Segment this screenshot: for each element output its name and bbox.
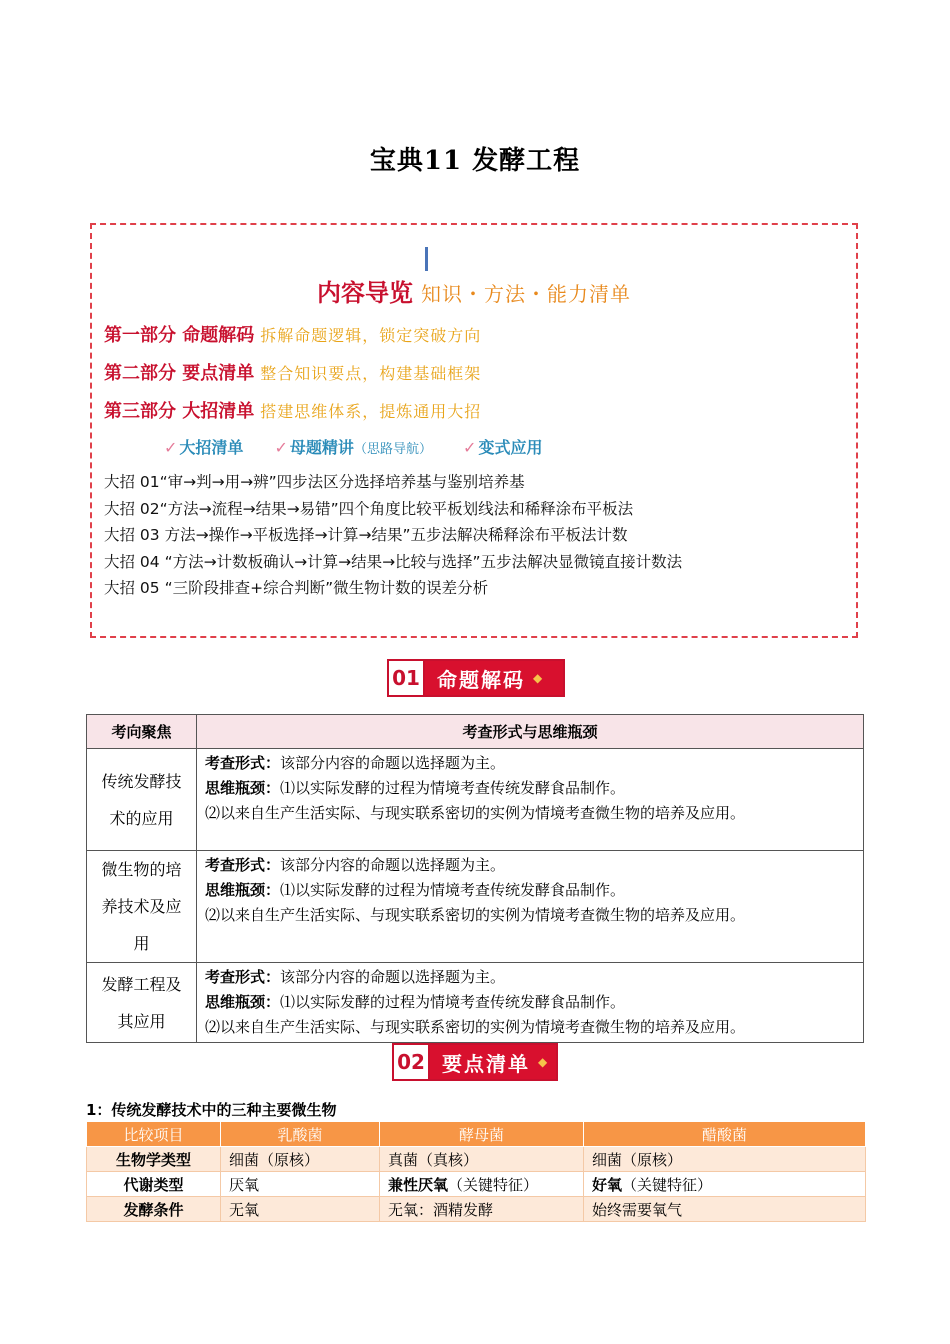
overview-subtitle: 知识・方法・能力清单 <box>421 282 631 306</box>
table-cell: 无氧：酒精发酵 <box>380 1197 584 1222</box>
table-row <box>87 851 864 963</box>
move-item: 大招 05 “三阶段排查+综合判断”微生物计数的误差分析 <box>104 579 489 598</box>
exam-focus-table <box>86 714 864 1043</box>
table-cell: 真菌（真核） <box>380 1147 584 1172</box>
table-row <box>87 963 864 1043</box>
subsection-heading: 1：传统发酵技术中的三种主要微生物 <box>86 1101 337 1119</box>
move-item: 大招 03 方法→操作→平板选择→计算→结果”五步法解决稀释涂布平板法计数 <box>104 526 628 545</box>
focus-cell: 微生物的培养技术及应用 <box>87 851 197 963</box>
part-1-name: 第一部分 命题解码 <box>104 325 255 346</box>
table-cell: 好氧（关键特征） <box>584 1172 866 1197</box>
content-overview-box <box>90 223 858 638</box>
col-header: 乳酸菌 <box>221 1122 380 1147</box>
section-badge-01 <box>387 659 565 697</box>
section-badge-02 <box>392 1043 558 1081</box>
diamond-icon: ◆ <box>533 671 545 685</box>
section-number: 02 <box>394 1045 430 1079</box>
part-3 <box>104 397 481 423</box>
table-row <box>87 1197 866 1222</box>
table-cell: 细菌（原核） <box>221 1147 380 1172</box>
table-cell: 无氧 <box>221 1197 380 1222</box>
col-header: 考向聚焦 <box>87 715 197 749</box>
section-number: 01 <box>389 661 425 695</box>
table-cell: 厌氧 <box>221 1172 380 1197</box>
diamond-icon: ◆ <box>538 1055 550 1069</box>
row-header: 生物学类型 <box>87 1147 221 1172</box>
text-cursor <box>425 247 428 271</box>
section-label: 命题解码 <box>437 667 525 692</box>
microbe-comparison-table <box>86 1121 866 1222</box>
row-header: 代谢类型 <box>87 1172 221 1197</box>
table-row <box>87 1172 866 1197</box>
chip-variants: ✓ 变式应用 <box>463 438 543 457</box>
part-2-name: 第二部分 要点清单 <box>104 363 255 384</box>
moves-list <box>104 469 682 602</box>
move-item: 大招 01“审→判→用→辨”四步法区分选择培养基与鉴别培养基 <box>104 473 525 491</box>
col-header: 醋酸菌 <box>584 1122 866 1147</box>
focus-cell: 传统发酵技术的应用 <box>87 749 197 851</box>
table-cell: 始终需要氧气 <box>584 1197 866 1222</box>
overview-title: 内容导览 <box>317 279 413 307</box>
overview-heading <box>92 273 856 308</box>
form-cell: 考查形式：该部分内容的命题以选择题为主。 思维瓶颈：⑴以实际发酵的过程为情境考查传统发酵食品制作。 ⑵以来自生产生活实际、与现实联系密切的实例为情境考查微生物的培养及应用。 <box>197 963 864 1043</box>
part-1 <box>104 321 481 347</box>
part-2-desc: 整合知识要点，构建基础框架 <box>260 364 482 383</box>
part-2 <box>104 359 481 385</box>
col-header: 考查形式与思维瓶颈 <box>197 715 864 749</box>
part-3-name: 第三部分 大招清单 <box>104 401 255 422</box>
row-header: 发酵条件 <box>87 1197 221 1222</box>
section-label: 要点清单 <box>442 1051 530 1076</box>
chip-moves: ✓ 大招清单 <box>164 438 244 457</box>
checkmark-icon: ✓ <box>463 438 477 457</box>
table-row <box>87 1147 866 1172</box>
part-1-desc: 拆解命题逻辑，锁定突破方向 <box>260 326 482 345</box>
checkmark-icon: ✓ <box>274 438 288 457</box>
col-header: 比较项目 <box>87 1122 221 1147</box>
focus-cell: 发酵工程及其应用 <box>87 963 197 1043</box>
checkmark-icon: ✓ <box>164 438 178 457</box>
page-title: 宝典11 发酵工程 <box>369 146 581 176</box>
move-item: 大招 04 “方法→计数板确认→计算→结果→比较与选择”五步法解决显微镜直接计数法 <box>104 552 683 571</box>
move-item: 大招 02“方法→流程→结果→易错”四个角度比较平板划线法和稀释涂布平板法 <box>104 499 634 518</box>
table-cell: 细菌（原核） <box>584 1147 866 1172</box>
part-3-desc: 搭建思维体系，提炼通用大招 <box>260 402 482 421</box>
module-chips <box>164 435 568 458</box>
col-header: 酵母菌 <box>380 1122 584 1147</box>
chip-mother-problems: ✓ 母题精讲（思路导航） <box>274 438 432 457</box>
table-row <box>87 749 864 851</box>
form-cell: 考查形式：该部分内容的命题以选择题为主。 思维瓶颈：⑴以实际发酵的过程为情境考查传统发酵食品制作。 ⑵以来自生产生活实际、与现实联系密切的实例为情境考查微生物的培养及应用。 <box>197 851 864 963</box>
form-cell: 考查形式：该部分内容的命题以选择题为主。 思维瓶颈：⑴以实际发酵的过程为情境考查传统发酵食品制作。 ⑵以来自生产生活实际、与现实联系密切的实例为情境考查微生物的培养及应用。 <box>197 749 864 851</box>
table-cell: 兼性厌氧（关键特征） <box>380 1172 584 1197</box>
